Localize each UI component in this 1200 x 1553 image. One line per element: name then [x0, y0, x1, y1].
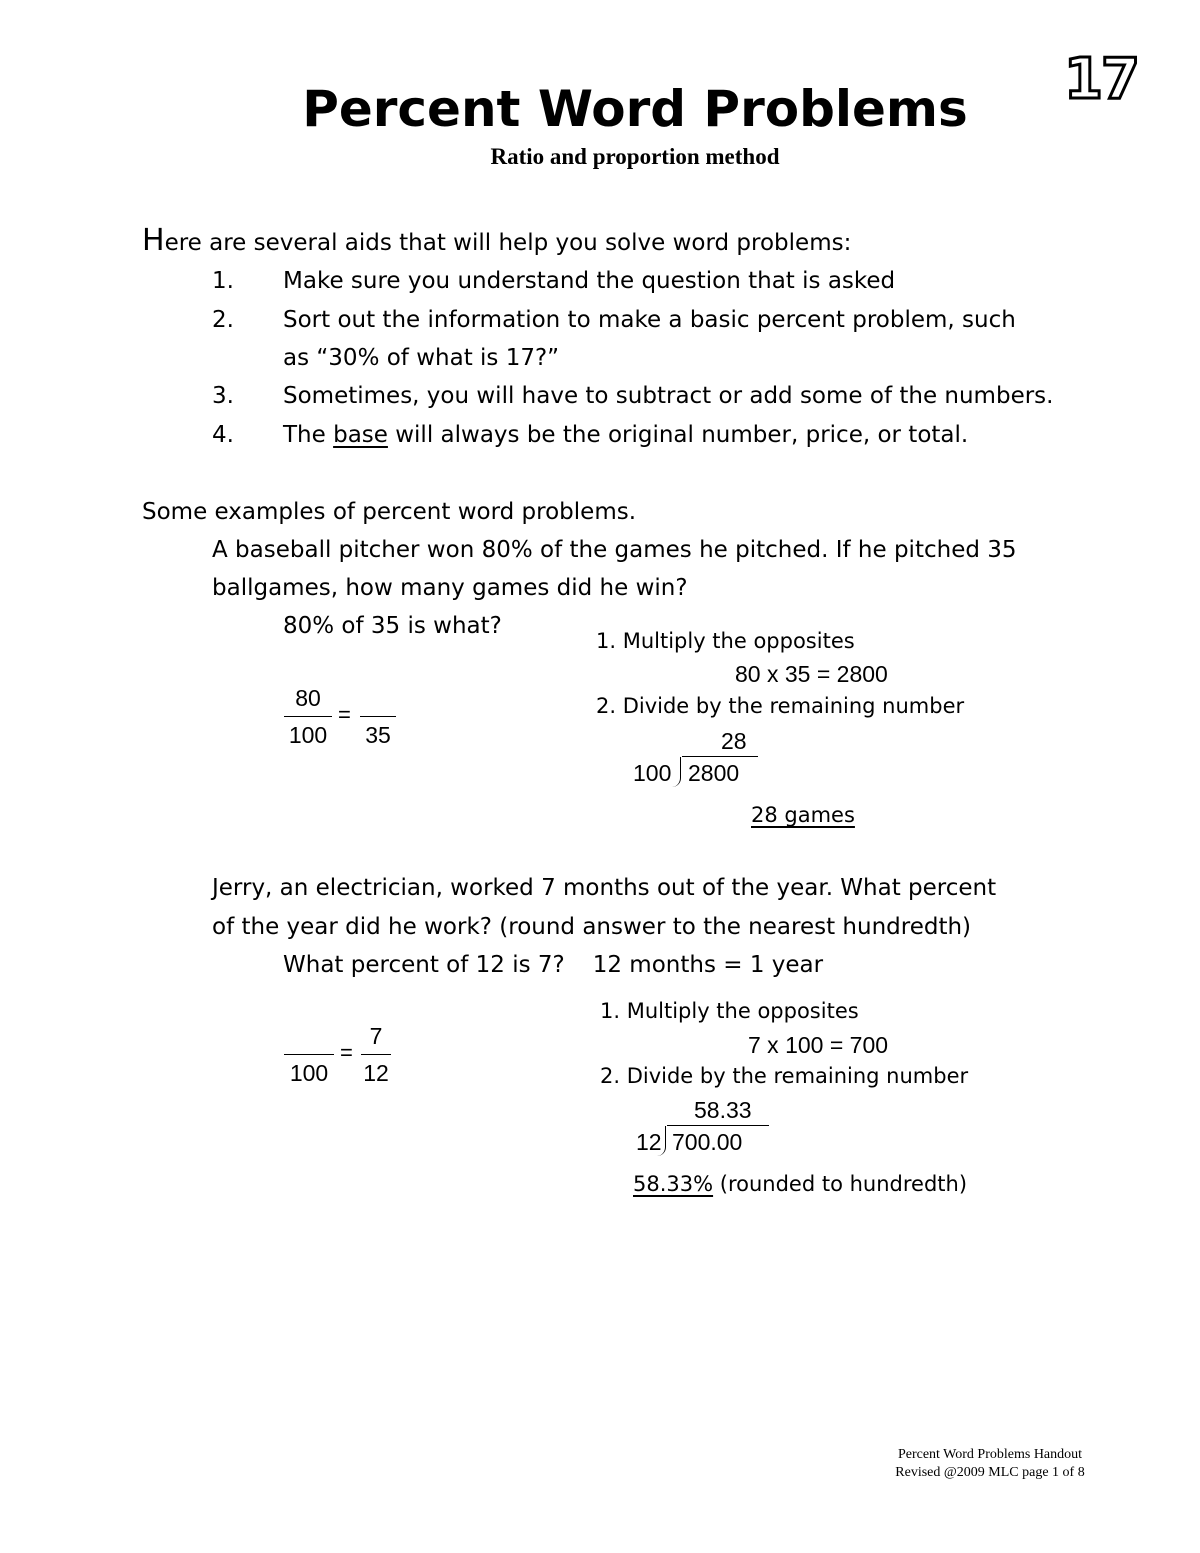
page-title: Percent Word Problems [302, 80, 968, 138]
example2-answer-line [633, 1172, 967, 1196]
example2-fraction-right [361, 1022, 391, 1087]
fraction-numerator: 7 [369, 1023, 383, 1049]
examples-heading: Some examples of percent word problems. [142, 499, 637, 525]
example1-fraction-left [284, 684, 332, 749]
example2-answer: 58.33% [633, 1172, 714, 1196]
example2-quotient: 58.33 [694, 1097, 752, 1123]
fraction-bar [284, 716, 332, 717]
fraction-numerator: 80 [295, 685, 321, 711]
fraction-denominator: 12 [363, 1060, 389, 1086]
example2-equals-sign: = [340, 1040, 353, 1065]
example2-answer-note: (rounded to hundredth) [713, 1172, 968, 1196]
aid-text [283, 416, 968, 454]
aid-text: Sort out the information to make a basic percent problem, such [283, 307, 1016, 333]
fraction-denominator: 100 [289, 1060, 329, 1086]
example2-divisor: 12 [636, 1129, 662, 1155]
example1-division-bar [682, 756, 758, 757]
example1-problem-line1: A baseball pitcher won 80% of the games he pitched. If he pitched 35 [212, 537, 1017, 563]
example2-fraction-left [284, 1022, 334, 1087]
fraction-bar [284, 1054, 334, 1055]
fraction-bar [360, 716, 396, 717]
footer-line2: Revised @2009 MLC page 1 of 8 [895, 1465, 1085, 1480]
fraction-numerator [284, 1022, 334, 1050]
aid-text: Sometimes, you will have to subtract or add some of the numbers. [283, 383, 1054, 409]
example2-problem-line1: Jerry, an electrician, worked 7 months out of the year. What percent [212, 875, 997, 901]
example1-dividend: 2800 [688, 760, 740, 786]
fraction-bar [361, 1054, 391, 1055]
aids-list [0, 262, 1200, 462]
page-footer [860, 1446, 1120, 1482]
example1-answer: 28 games [751, 803, 855, 827]
intro-initial: H [142, 223, 165, 258]
aid-number: 3. [212, 383, 234, 409]
example2-problem-line2: of the year did he work? (round answer to the nearest hundredth) [212, 914, 972, 940]
page-number-badge: 17 [1064, 46, 1138, 112]
aid-text-post: will always be the original number, price, or total. [387, 422, 969, 448]
example1-fraction-right [360, 684, 396, 749]
aid-text-pre: The [283, 422, 334, 448]
aid-number: 4. [212, 422, 234, 448]
footer-line1: Percent Word Problems Handout [897, 1447, 1083, 1462]
aid-text: Make sure you understand the question that is asked [283, 268, 896, 294]
example2-division-bracket [657, 1126, 666, 1156]
aid-number: 2. [212, 307, 234, 333]
page-subtitle: Ratio and proportion method [490, 144, 780, 169]
example1-step2: 2. Divide by the remaining number [596, 694, 965, 718]
fraction-numerator [360, 684, 396, 712]
aid-number: 1. [212, 268, 234, 294]
example2-restatement [283, 946, 823, 984]
fraction-denominator: 100 [288, 722, 328, 748]
example2-note: 12 months = 1 year [592, 952, 824, 978]
example2-division-bar [667, 1125, 769, 1126]
example1-division-bracket [672, 757, 681, 787]
example2-dividend: 700.00 [672, 1129, 743, 1155]
example1-equals-sign: = [338, 702, 351, 727]
example2-step1: 1. Multiply the opposites [600, 999, 859, 1023]
fraction-denominator: 35 [365, 722, 391, 748]
example1-step1: 1. Multiply the opposites [596, 629, 855, 653]
example1-quotient: 28 [721, 728, 747, 754]
example1-restatement: 80% of 35 is what? [283, 613, 502, 639]
example2-step1-calculation: 7 x 100 = 700 [748, 1032, 889, 1058]
example1-step1-calculation: 80 x 35 = 2800 [735, 661, 888, 687]
example2-step2: 2. Divide by the remaining number [600, 1064, 969, 1088]
example2-question: What percent of 12 is 7? [283, 952, 565, 978]
intro-rest: ere are several aids that will help you solve word problems: [164, 230, 852, 256]
example1-problem-line2: ballgames, how many games did he win? [212, 575, 688, 601]
aid-underlined-term: base [333, 422, 388, 448]
aid-text-continued: as “30% of what is 17?” [283, 345, 560, 371]
intro-text [142, 222, 851, 262]
example1-divisor: 100 [633, 760, 672, 786]
